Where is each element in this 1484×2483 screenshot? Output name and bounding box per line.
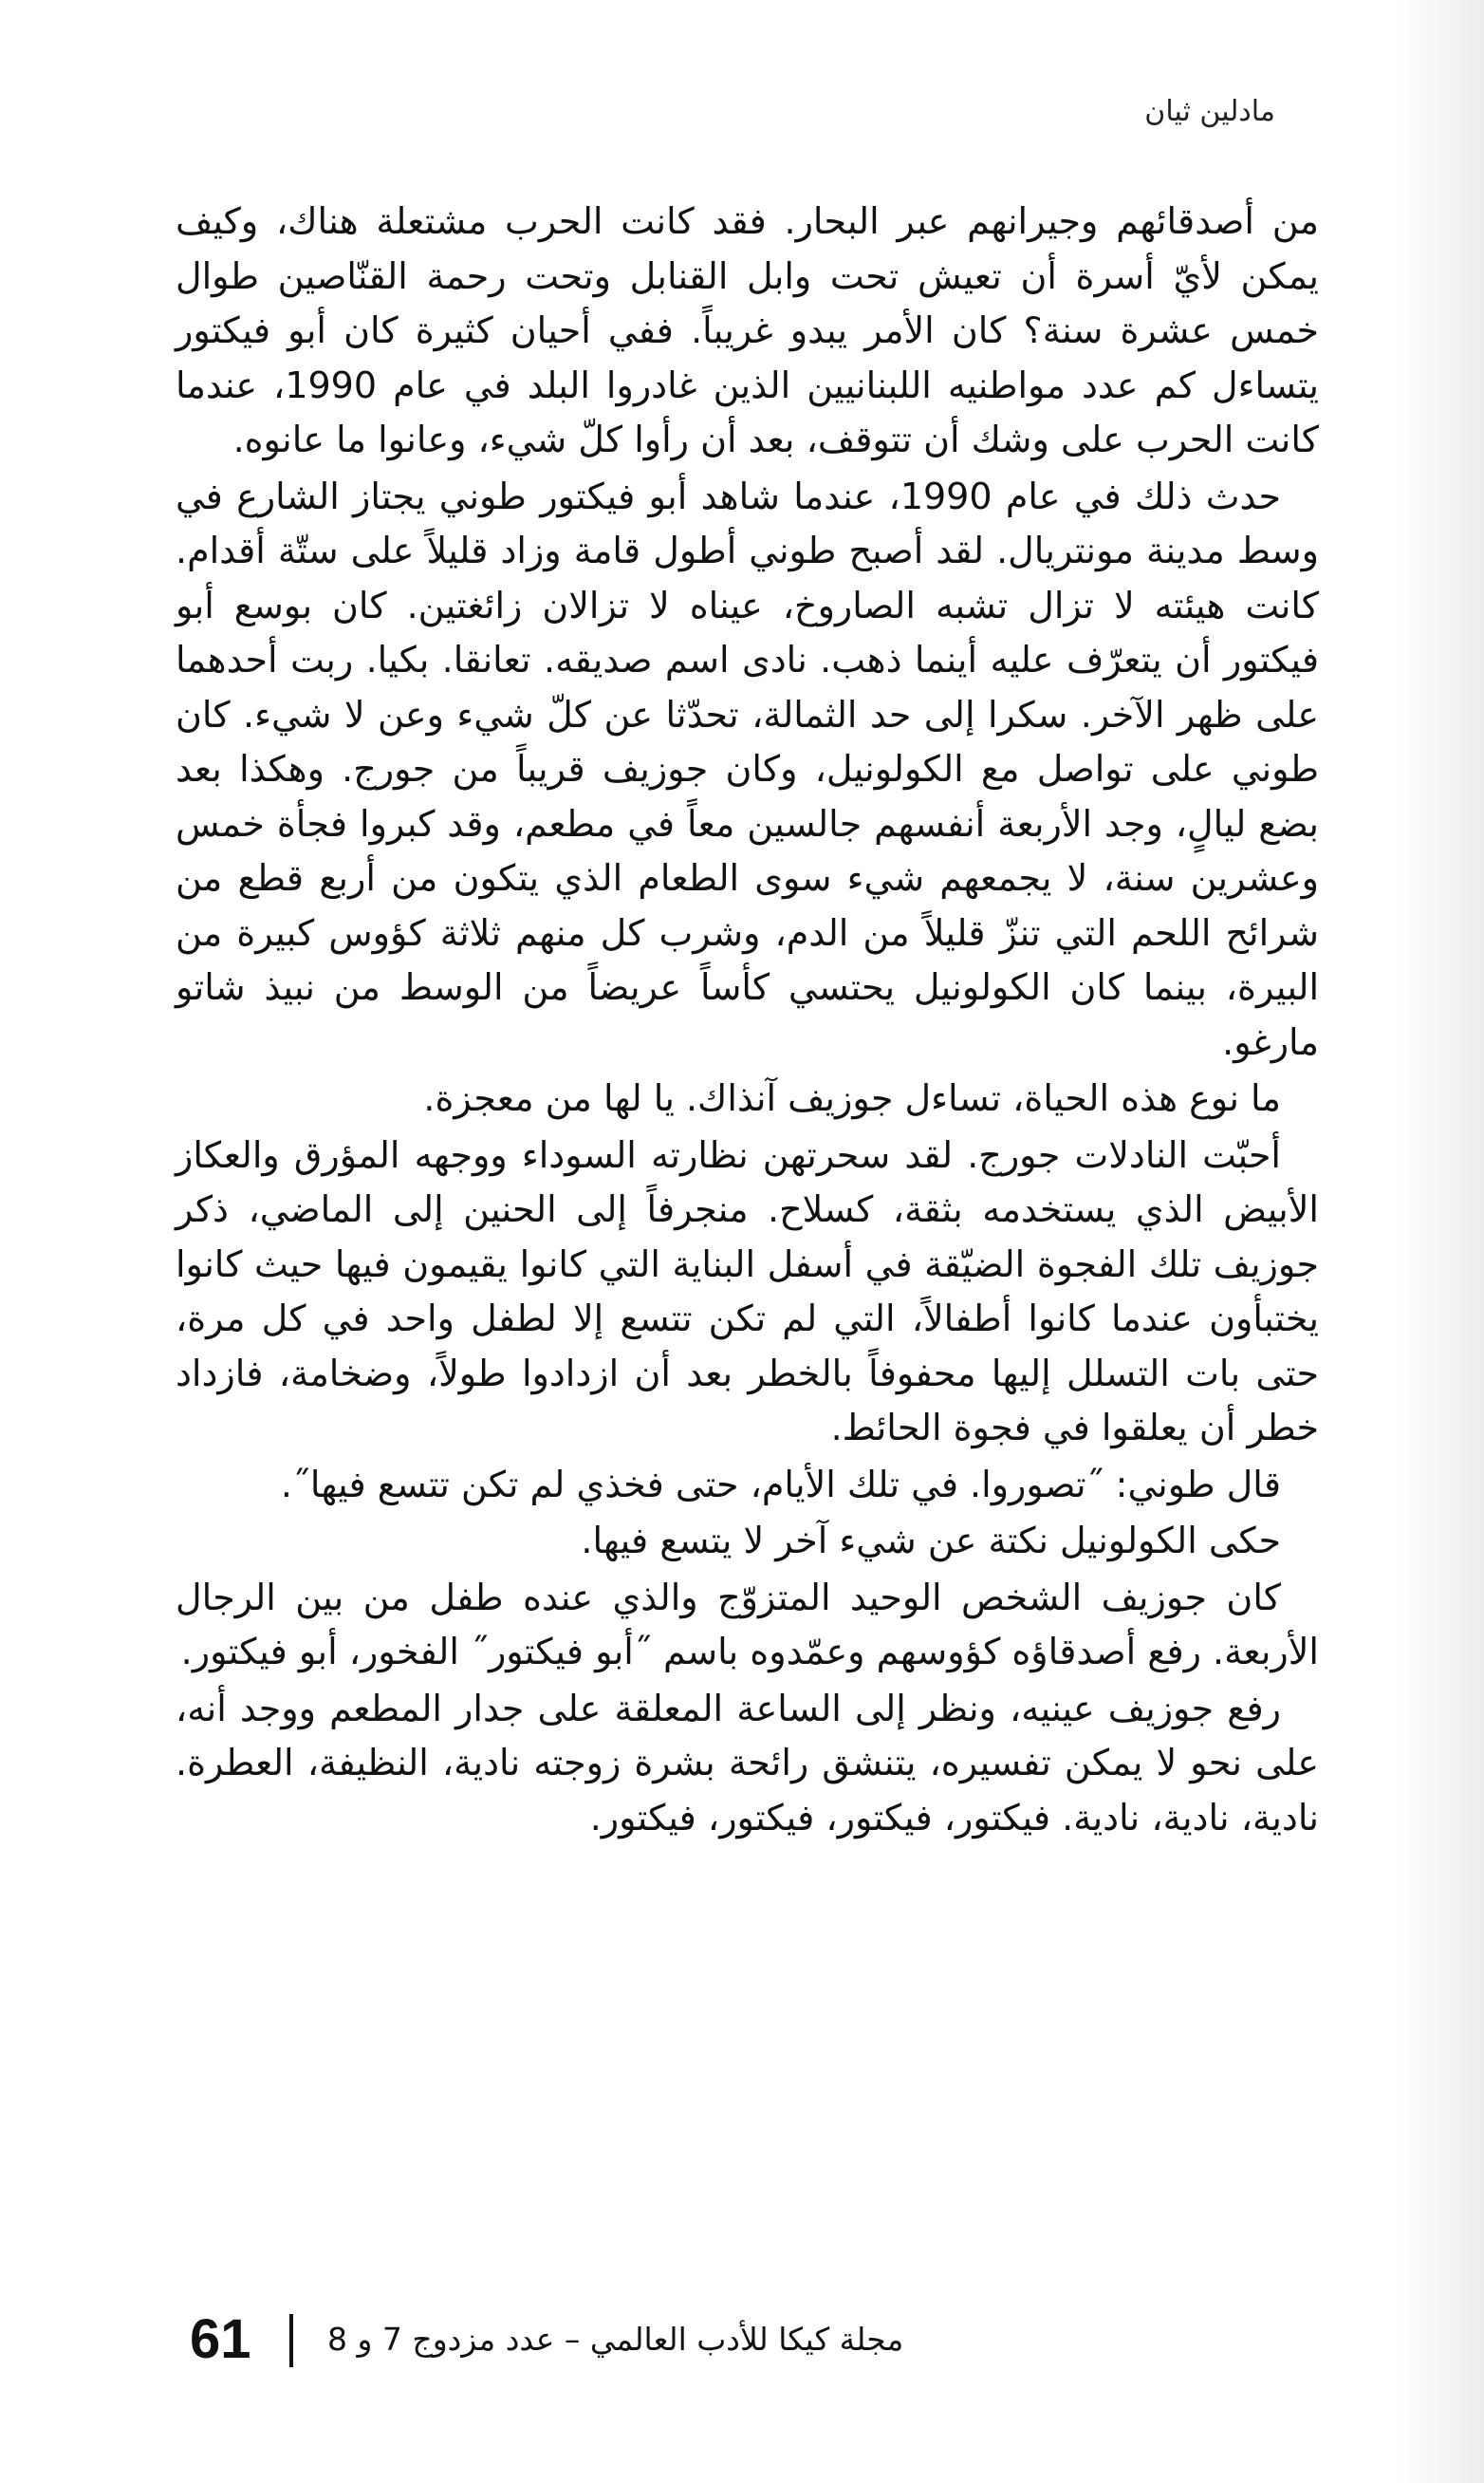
article-body (176, 195, 1319, 1845)
footer-divider (289, 2314, 293, 2367)
paragraph-3: ما نوع هذه الحياة، تساءل جوزيف آنذاك. يا لها من معجزة. (423, 1077, 1281, 1119)
page-number: 61 (190, 2308, 251, 2370)
running-header-author: مادلين ثيان (1144, 95, 1275, 128)
paragraph-5: قال طوني: ˝تصوروا. في تلك الأيام، حتى فخذي لم تكن تتسع فيها˝. (280, 1463, 1281, 1505)
paragraph-2: حدث ذلك في عام 1990، عندما شاهد أبو فيكتور طوني يجتاز الشارع في وسط مدينة مونتريال. لقد أصبح طوني أطول قامة وزاد قليلاً على ستّة أقدام. كانت هيئته لا تزال تشبه الصاروخ، عيناه لا تزالان زائغتين. كان بوسع أبو فيكتور أن يتعرّف عليه أينما ذهب. نادى اسم صديقه. تعانقا. بكيا. ربت أحدهما على ظهر الآخر. سكرا إلى حد الثمالة، تحدّثا عن كلّ شيء وعن لا شيء. كان طوني على تواصل مع الكولونيل، وكان جوزيف قريباً من جورج. وهكذا بعد بضع ليالٍ، وجد الأربعة أنفسهم جالسين معاً في مطعم، وقد كبروا فجأة خمس وعشرين سنة، لا يجمعهم شيء سوى الطعام الذي يتكون من أربع قطع من شرائح اللحم التي تنزّ قليلاً من الدم، وشرب كل منهم ثلاثة كؤوس كبيرة من البيرة، بينما كان الكولونيل يحتسي كأساً عريضاً من الوسط من نبيذ شاتو مارغو. (176, 475, 1319, 1063)
page-footer (176, 2306, 1319, 2373)
paragraph-4: أحبّت النادلات جورج. لقد سحرتهن نظارته السوداء ووجهه المؤرق والعكاز الأبيض الذي يستخدمه بثقة، كسلاح. منجرفاً إلى الحنين إلى الماضي، ذكر جوزيف تلك الفجوة الضيّقة في أسفل البناية التي كانوا يقيمون فيها حيث كانوا يختبأون عندما كانوا أطفالاً، التي لم تكن تتسع إلا لطفل واحد في كل مرة، حتى بات التسلل إليها محفوفاً بالخطر بعد أن ازدادوا طولاً، وضخامة، فازداد خطر أن يعلقوا في فجوة الحائط. (176, 1133, 1319, 1448)
paragraph-8: رفع جوزيف عينيه، ونظر إلى الساعة المعلقة على جدار المطعم ووجد أنه، على نحو لا يمكن تفسيره، يتنشق رائحة بشرة زوجته نادية، النظيفة، العطرة. نادية، نادية، نادية. فيكتور، فيكتور، فيكتور، فيكتور. (176, 1687, 1319, 1839)
journal-title: مجلة كيكا للأدب العالمي – عدد مزدوج 7 و 8 (327, 2321, 904, 2358)
paragraph-7: كان جوزيف الشخص الوحيد المتزوّج والذي عنده طفل من بين الرجال الأربعة. رفع أصدقاؤه كؤوسهم وعمّدوه باسم ˝أبو فيكتور˝ الفخور، أبو فيكتور. (176, 1576, 1319, 1672)
paragraph-6: حكى الكولونيل نكتة عن شيء آخر لا يتسع فيها. (581, 1520, 1281, 1561)
paragraph-1: من أصدقائهم وجيرانهم عبر البحار. فقد كانت الحرب مشتعلة هناك، وكيف يمكن لأيّ أسرة أن تعيش تحت وابل القنابل وتحت رحمة القنّاصين طوال خمس عشرة سنة؟ كان الأمر يبدو غريباً. ففي أحيان كثيرة كان أبو فيكتور يتساءل كم عدد مواطنيه اللبنانيين الذين غادروا البلد في عام 1990، عندما كانت الحرب على وشك أن تتوقف، بعد أن رأوا كلّ شيء، وعانوا ما عانوه. (176, 200, 1319, 460)
page-edge-shadow (1399, 0, 1484, 2483)
